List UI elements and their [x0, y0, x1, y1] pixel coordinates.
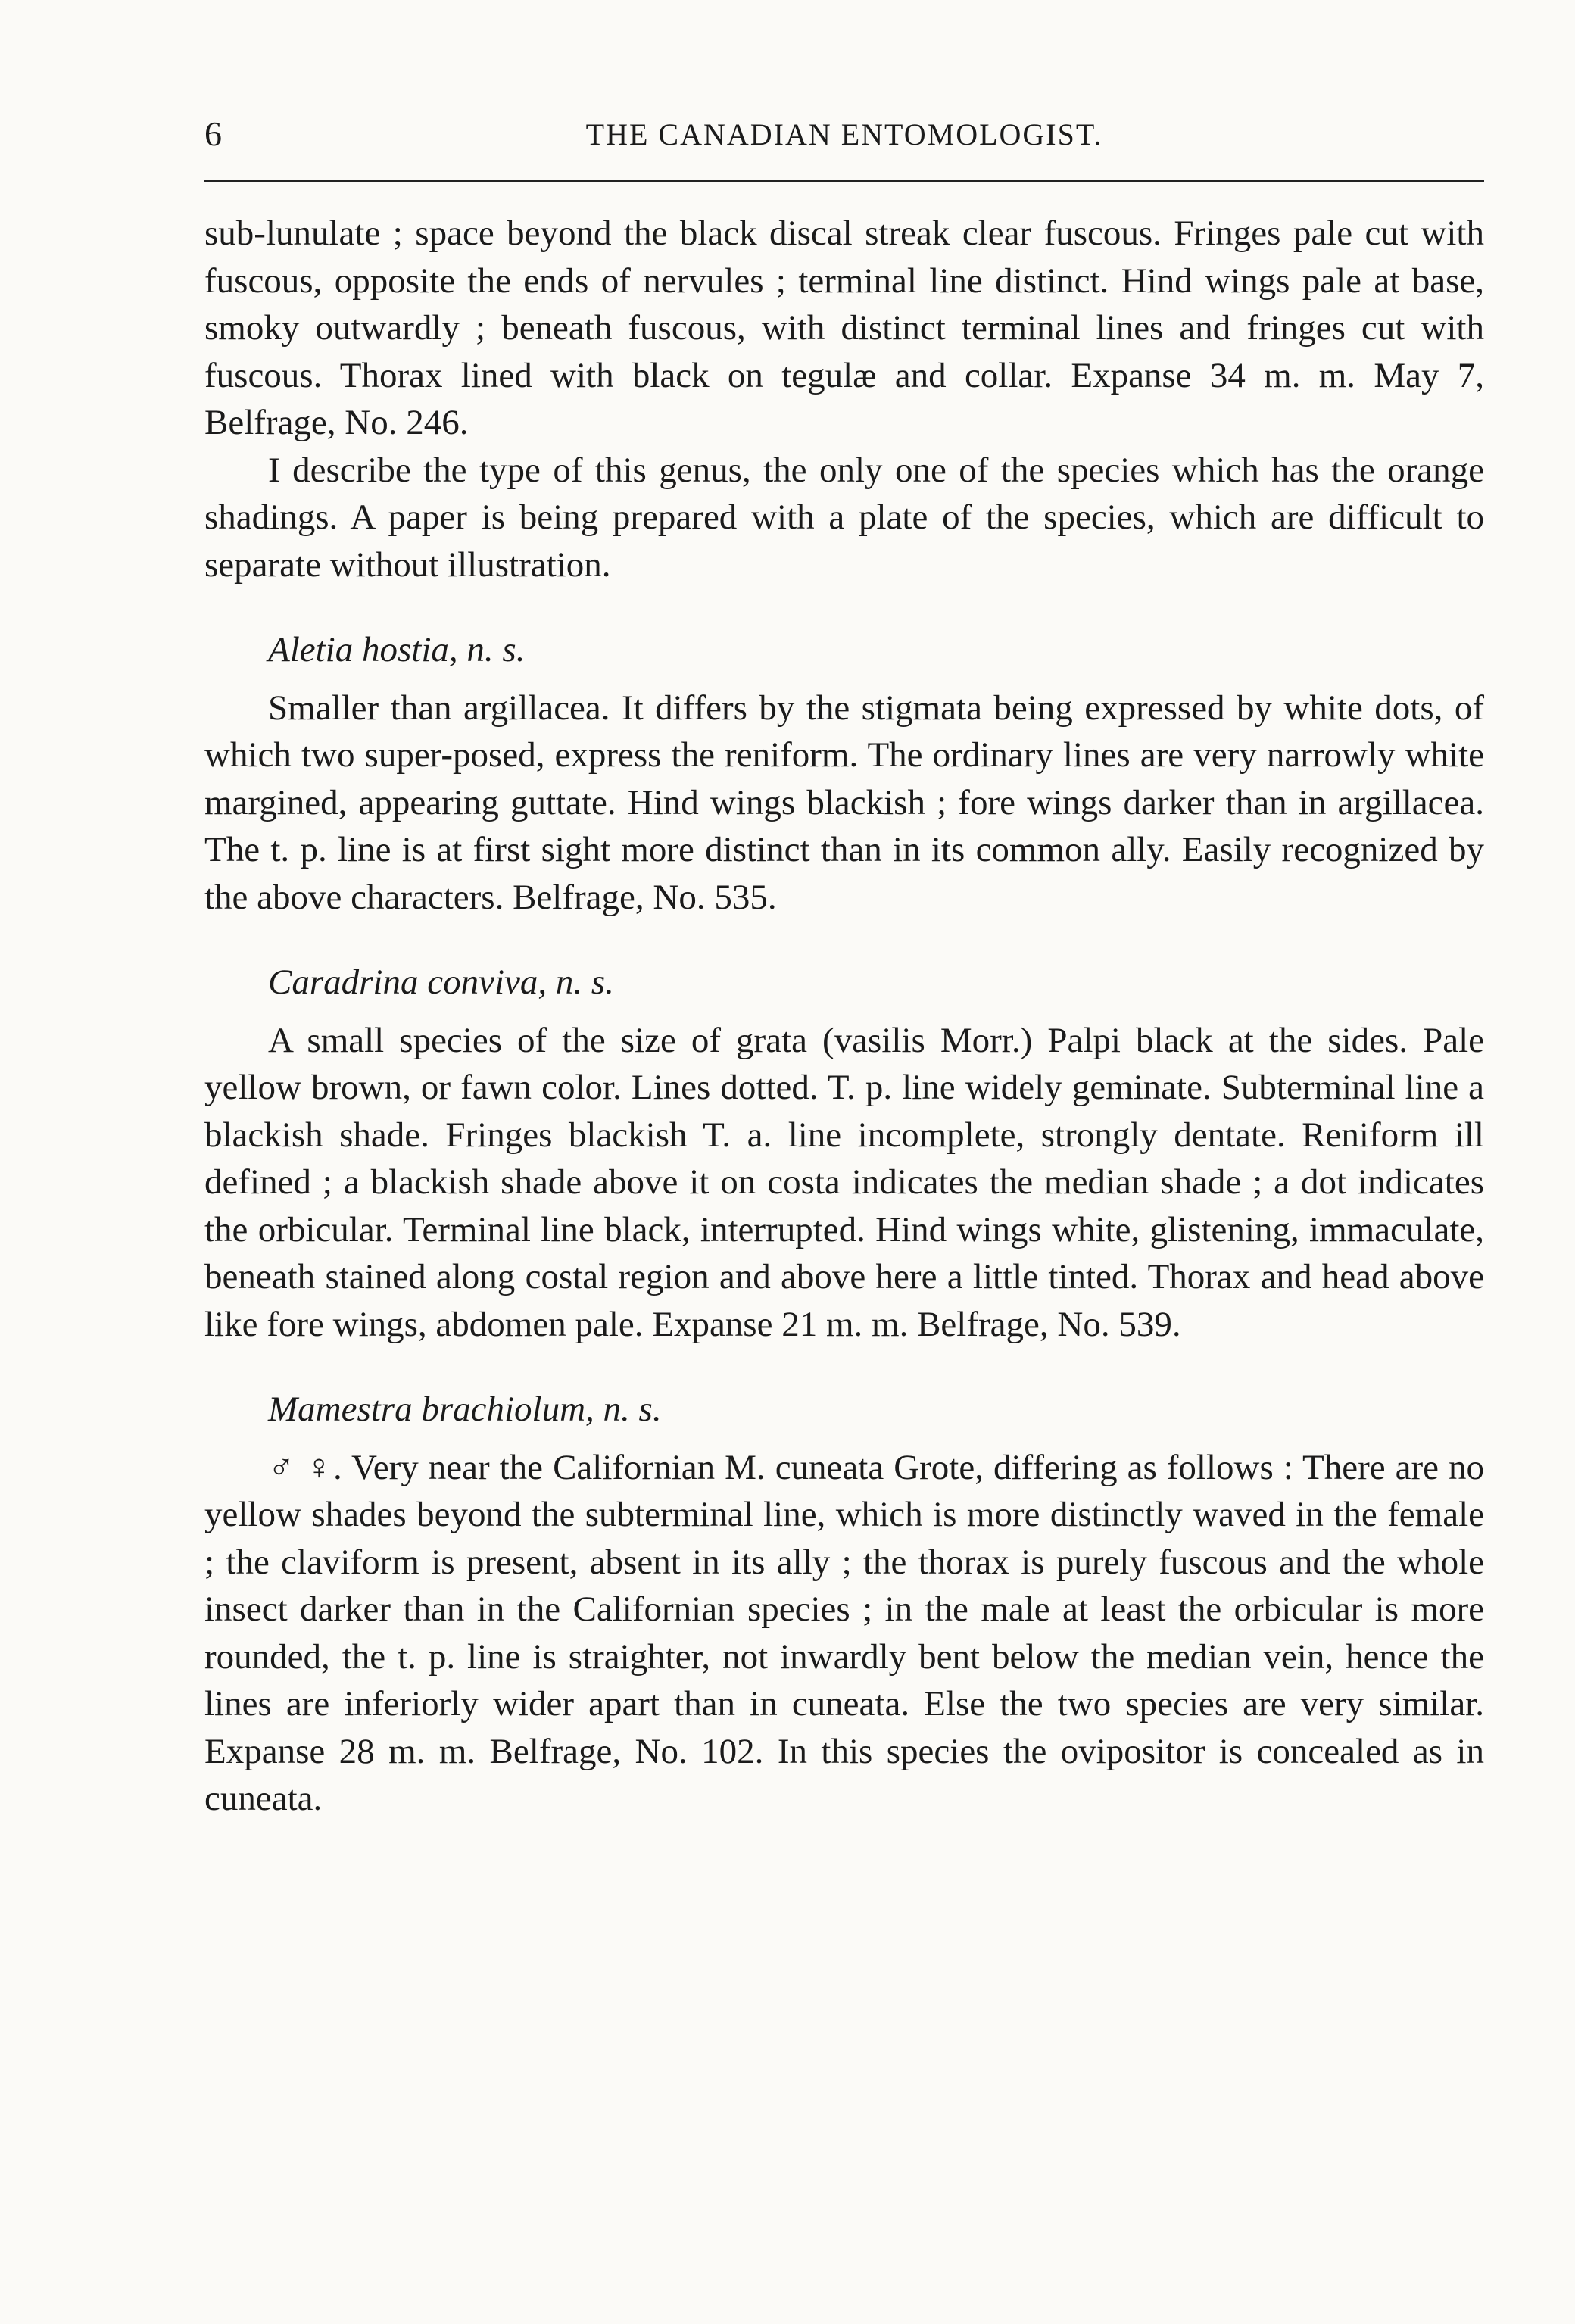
paragraph: Smaller than argillacea. It differs by the stigmata being expressed by white dots, of which two super-posed, express the reniform. The ordinary lines are very narrowly white margined, appearing guttate. Hind wings blackish ; fore wings darker than in argillacea. The t. p. line is at first sight more distinct than in its common ally. Easily recognized by the above characters. Belfrage, No. 535.	[204, 688, 1484, 917]
page-header	[204, 114, 1484, 167]
species-heading: Aletia hostia, n. s.	[268, 630, 526, 669]
paragraph: sub-lunulate ; space beyond the black discal streak clear fuscous. Fringes pale cut with fuscous, opposite the ends of nervules ; terminal line distinct. Hind wings pale at base, smoky outwardly ; beneath fuscous, with distinct terminal lines and fringes cut with fuscous. Thorax lined with black on tegulæ and collar. Expanse 34 m. m. May 7, Belfrage, No. 246.	[204, 214, 1484, 442]
species-heading: Caradrina conviva, n. s.	[268, 962, 614, 1002]
running-title: THE CANADIAN ENTOMOLOGIST.	[585, 117, 1103, 151]
header-rule	[204, 180, 1484, 182]
page-number: 6	[204, 114, 223, 153]
document-page	[204, 114, 1484, 1823]
paragraph: A small species of the size of grata (vasilis Morr.) Palpi black at the sides. Pale yellow brown, or fawn color. Lines dotted. T. p. line widely geminate. Subterminal line a blackish shade. Fringes blackish T. a. line incomplete, strongly dentate. Reniform ill defined ; a blackish shade above it on costa indicates the median shade ; a dot indicates the orbicular. Terminal line black, interrupted. Hind wings white, glistening, immaculate, beneath stained along costal region and above here a little tinted. Thorax and head above like fore wings, abdomen pale. Expanse 21 m. m. Belfrage, No. 539.	[204, 1020, 1484, 1344]
paragraph: I describe the type of this genus, the only one of the species which has the orange shadings. A paper is being prepared with a plate of the species, which are difficult to separate without illustration.	[204, 450, 1484, 585]
species-heading: Mamestra brachiolum, n. s.	[268, 1390, 662, 1429]
body-text	[204, 210, 1484, 1823]
paragraph: ♂ ♀. Very near the Californian M. cuneata Grote, differing as follows : There are no yellow shades beyond the subterminal line, which is more distinctly waved in the female ; the claviform is present, absent in its ally ; the thorax is purely fuscous and the whole insect darker than in the Californian species ; in the male at least the orbicular is more rounded, the t. p. line is straighter, not inwardly bent below the median vein, hence the lines are inferiorly wider apart than in cuneata. Else the two species are very similar. Expanse 28 m. m. Belfrage, No. 102. In this species the ovipositor is concealed as in cuneata.	[204, 1447, 1484, 1818]
